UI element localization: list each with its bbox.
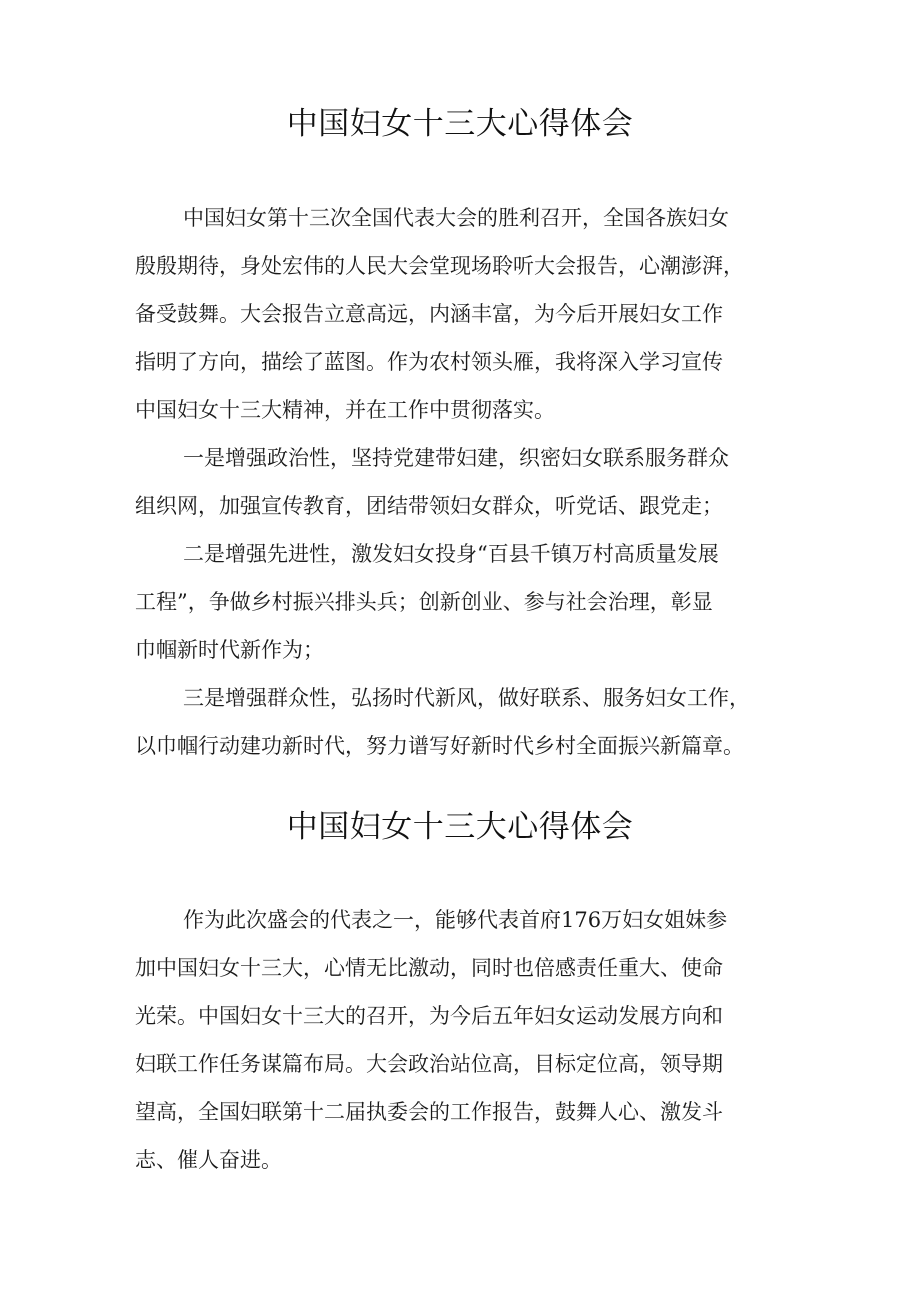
- paragraph-line: 殷殷期待，身处宏伟的人民大会堂现场聆听大会报告，心潮澎湃，: [135, 254, 744, 278]
- paragraph-line: 志、催人奋进。: [135, 1148, 282, 1172]
- paragraph-line: 中国妇女十三大精神，并在工作中贯彻落实。: [135, 398, 555, 422]
- paragraph-line: 妇联工作任务谋篇布局。大会政治站位高，目标定位高，领导期: [135, 1052, 723, 1076]
- paragraph-line: 光荣。中国妇女十三大的召开，为今后五年妇女运动发展方向和: [135, 1004, 723, 1028]
- paragraph-line: 指明了方向，描绘了蓝图。作为农村领头雁，我将深入学习宣传: [135, 350, 723, 374]
- paragraph-line: 以巾帼行动建功新时代，努力谱写好新时代乡村全面振兴新篇章。: [135, 734, 744, 758]
- paragraph-line: 二是增强先进性，激发妇女投身“百县千镇万村高质量发展: [183, 542, 719, 566]
- page-title: 中国妇女十三大心得体会: [286, 106, 634, 142]
- paragraph-line: 一是增强政治性，坚持党建带妇建，织密妇女联系服务群众: [183, 446, 729, 470]
- paragraph-line: 备受鼓舞。大会报告立意高远，内涵丰富，为今后开展妇女工作: [135, 302, 723, 326]
- paragraph-line: 作为此次盛会的代表之一，能够代表首府176万妇女姐妹参: [183, 908, 728, 932]
- paragraph-line: 望高，全国妇联第十二届执委会的工作报告，鼓舞人心、激发斗: [135, 1100, 723, 1124]
- paragraph-line: 三是增强群众性，弘扬时代新风，做好联系、服务妇女工作，: [183, 686, 750, 710]
- section-title: 中国妇女十三大心得体会: [286, 809, 634, 845]
- paragraph-line: 中国妇女第十三次全国代表大会的胜利召开，全国各族妇女: [183, 206, 729, 230]
- paragraph-line: 加中国妇女十三大，心情无比激动，同时也倍感责任重大、使命: [135, 956, 723, 980]
- paragraph-line: 组织网，加强宣传教育，团结带领妇女群众，听党话、跟党走；: [135, 494, 723, 518]
- paragraph-line: 工程”，争做乡村振兴排头兵；创新创业、参与社会治理，彰显: [135, 590, 713, 614]
- paragraph-line: 巾帼新时代新作为；: [135, 638, 324, 662]
